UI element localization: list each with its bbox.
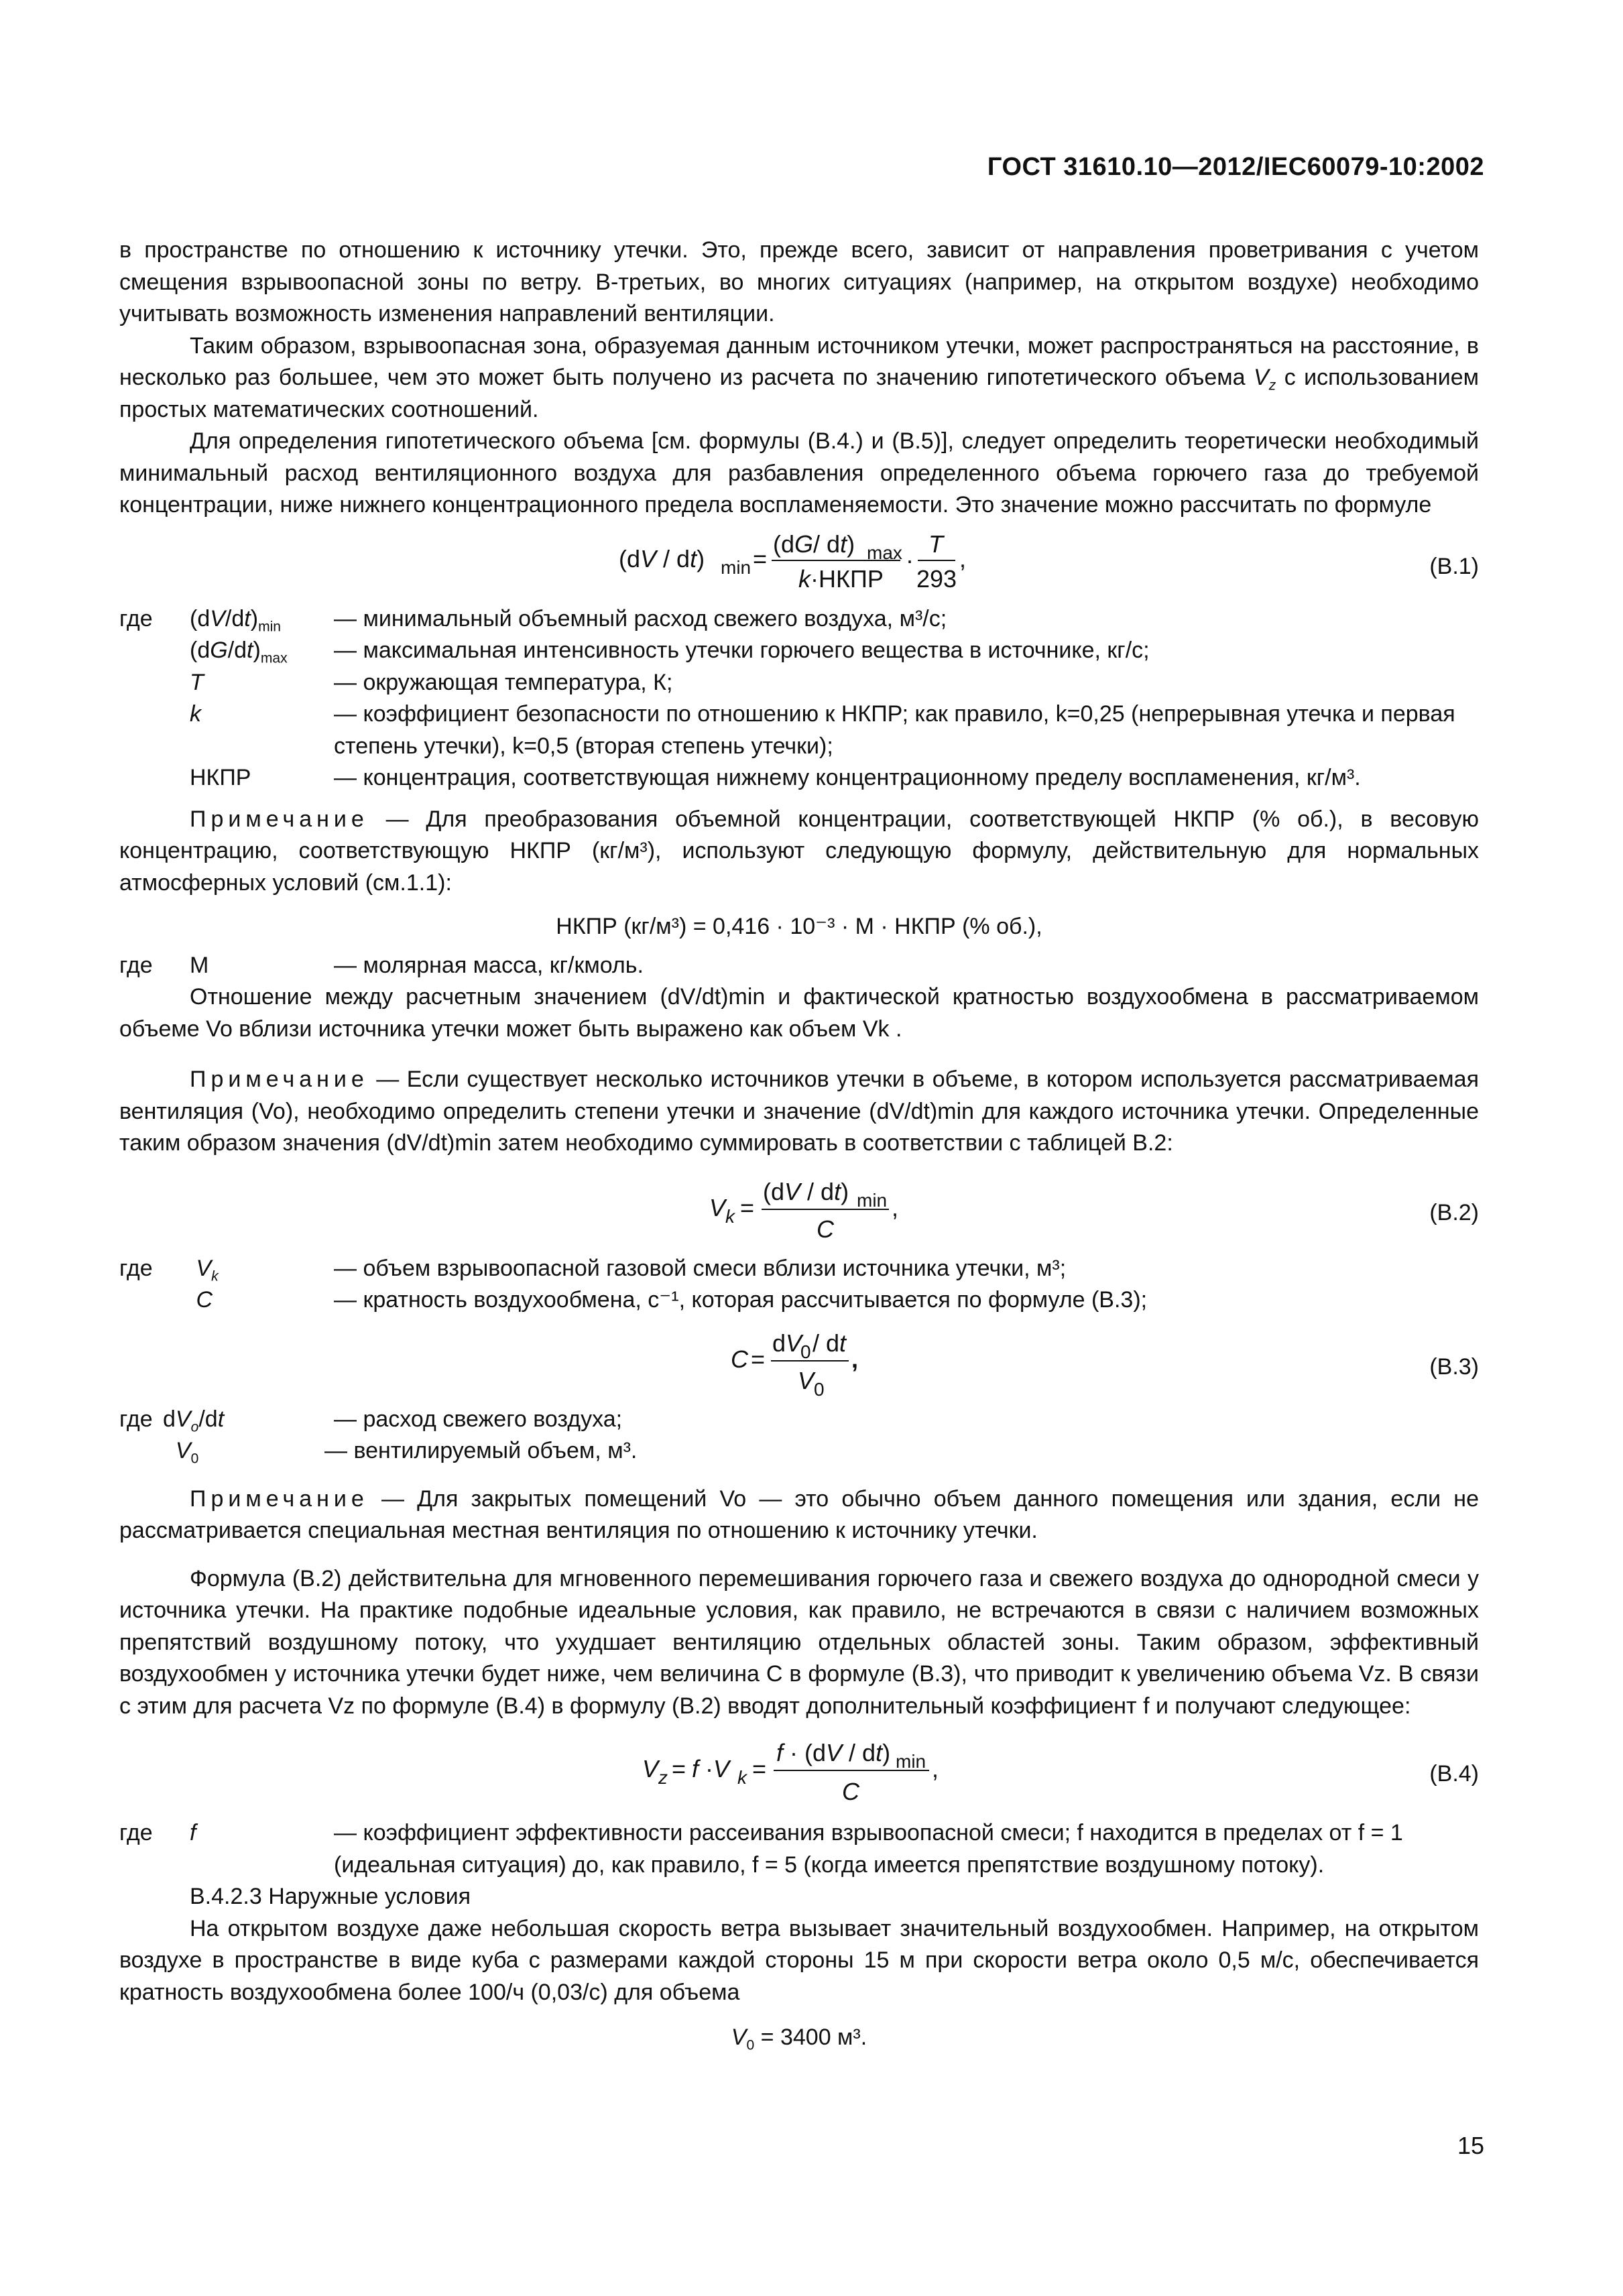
- svg-text:f ·V: f ·V: [692, 1755, 730, 1783]
- where-label: где: [119, 605, 153, 631]
- svg-text:V: V: [709, 1193, 726, 1221]
- def-text: — молярная масса, кг/кмоль.: [334, 952, 644, 978]
- paragraph: Формула (В.2) действительна для мгновенного перемешивания горючего газа и свежего воздуха до однородной смеси у источника утечки. На практике подобные идеальные условия, как правило, не встречаются в связи с наличием возможных препятствий воздушному потоку, что ухудшает вентиляцию отдельных областей зоны. Таким образом, эффективный воздухообмен у источника утечки будет ниже, чем величина С в формуле (В.3), что приводит к увеличению объема Vz. В связи с этим для расчета Vz по формуле (В.4) в формулу (В.2) вводят дополнительный коэффициент f и получают следующее:: [119, 1565, 1479, 1719]
- svg-text:0: 0: [814, 1378, 825, 1400]
- svg-text:C: C: [817, 1215, 834, 1243]
- svg-text:=: =: [740, 1193, 755, 1221]
- svg-text:k: k: [737, 1767, 747, 1788]
- svg-text:f · (dV / dt): f · (dV / dt): [776, 1739, 891, 1766]
- svg-text:k·НКПР: k·НКПР: [798, 564, 884, 593]
- svg-text:k: k: [725, 1205, 735, 1227]
- svg-text:V: V: [798, 1366, 815, 1394]
- def-text: — кратность воздухообмена, с⁻¹, которая рассчитывается по формуле (В.3);: [334, 1287, 1148, 1313]
- svg-text:=: =: [751, 1345, 766, 1373]
- formula-b2: [119, 1172, 1479, 1249]
- def-text: — коэффициент эффективности рассеивания взрывоопасной смеси; f находится в пределах от f = 1 (идеальная ситуация) до, как правило, f = 5 (когда имеется препятствие воздушному потоку).: [334, 1820, 1403, 1878]
- def-text: — окружающая температура, К;: [334, 669, 673, 695]
- formula-number: (В.2): [1429, 1199, 1479, 1225]
- paragraph: Таким образом, взрывоопасная зона, образуемая данным источником утечки, может распространяться на расстояние, в несколько раз большее, чем это может быть получено из расчета по значению гипотетического объема $V_z$ с использованием простых математических соотношений.: [119, 333, 1479, 422]
- def-symbol: C: [196, 1287, 213, 1313]
- document-body: [119, 235, 1479, 2061]
- formula-nkpr: НКПР (кг/м³) = 0,416 · 10⁻³ · М · НКПР (% об.),: [556, 914, 1042, 939]
- def-text: — коэффициент безопасности по отношению к НКПР; как правило, k=0,25 (непрерывная утечка и первая степень утечки), k=0,5 (вторая степень утечки);: [334, 701, 1455, 759]
- svg-text:max: max: [867, 542, 902, 563]
- svg-text:dV: dV: [772, 1329, 802, 1357]
- where-label: где: [119, 952, 153, 978]
- def-symbol: $(dV/dt)_{min}$: [190, 605, 282, 634]
- svg-text:min: min: [721, 556, 752, 578]
- final-formula: $V_0 = 3400$ м³.: [731, 2025, 867, 2053]
- section-heading: В.4.2.3 Наружные условия: [190, 1884, 471, 1909]
- def-symbol: НКПР: [190, 765, 251, 790]
- formula-number: (В.1): [1429, 553, 1479, 579]
- formula-number: (В.4): [1429, 1761, 1479, 1787]
- definitions-b1: [119, 603, 1479, 794]
- svg-text:C: C: [842, 1778, 859, 1805]
- formula-b4-graphic: [119, 1733, 1479, 1813]
- formula-b3-graphic: [119, 1326, 1479, 1400]
- def-symbol: $V_0$: [175, 1438, 199, 1467]
- def-symbol: М: [190, 952, 209, 978]
- svg-text:·: ·: [906, 546, 914, 574]
- definitions-b3: [119, 1404, 1479, 1467]
- def-text: — расход свежего воздуха;: [334, 1406, 623, 1432]
- def-symbol: f: [190, 1820, 196, 1846]
- def-symbol: T: [190, 669, 204, 695]
- svg-text:,: ,: [932, 1755, 939, 1783]
- svg-text:=: =: [672, 1755, 686, 1783]
- svg-text:T: T: [928, 530, 943, 558]
- svg-text:min: min: [896, 1751, 926, 1772]
- svg-text:V: V: [642, 1755, 659, 1783]
- svg-text:(dV / dt): (dV / dt): [619, 544, 705, 572]
- definitions-b2: [119, 1253, 1479, 1317]
- svg-text:,: ,: [959, 544, 967, 572]
- where-label: где: [119, 1406, 153, 1432]
- svg-text:,: ,: [892, 1193, 899, 1221]
- svg-text:(dG/ dt): (dG/ dt): [773, 530, 855, 558]
- svg-text:=: =: [752, 1755, 767, 1783]
- note: Примечание — Для закрытых помещений Vo — это обычно объем данного помещения или здания, если не рассматривается специальная местная вентиляция по отношению к источнику утечки.: [119, 1486, 1479, 1543]
- paragraph: На открытом воздухе даже небольшая скорость ветра вызывает значительный воздухообмен. Например, на открытом воздухе в пространстве в виде куба с размерами каждой стороны 15 м при скорости ветра около 0,5 м/с, обеспечивается кратность воздухообмена более 100/ч (0,03/с) для объема: [119, 1915, 1479, 2005]
- def-text: — объем взрывоопасной газовой смеси вблизи источника утечки, м³;: [334, 1255, 1067, 1281]
- def-symbol: $V_k$: [196, 1255, 219, 1284]
- formula-b1: [119, 526, 1479, 599]
- definitions-m: [119, 950, 1479, 982]
- def-text: — вентилируемый объем, м³.: [324, 1438, 638, 1463]
- paragraph: в пространстве по отношению к источнику утечки. Это, прежде всего, зависит от направления проветривания с учетом смещения взрывоопасной зоны по ветру. В-третьих, во многих ситуациях (например, на открытом воздухе) необходимо учитывать возможность изменения направлений вентиляции.: [119, 237, 1479, 326]
- paragraph: Для определения гипотетического объема [см. формулы (B.4.) и (B.5)], следует определить теоретически необходимый минимальный расход вентиляционного воздуха для разбавления определенного объема горючего газа до требуемой концентрации, ниже нижнего концентрационного предела воспламеняемости. Это значение можно рассчитать по формуле: [119, 428, 1479, 518]
- where-label: где: [119, 1255, 153, 1281]
- svg-text:=: =: [753, 544, 768, 572]
- svg-text:z: z: [658, 1767, 668, 1788]
- svg-text:/ dt: / dt: [813, 1329, 847, 1357]
- def-text: — концентрация, соответствующая нижнему концентрационному пределу воспламенения, кг/м³.: [334, 765, 1361, 790]
- formula-b2-graphic: [119, 1172, 1479, 1249]
- def-text: — максимальная интенсивность утечки горючего вещества в источнике, кг/с;: [334, 638, 1150, 663]
- svg-text:,: ,: [851, 1345, 859, 1373]
- definitions-b4: [119, 1817, 1479, 1881]
- def-symbol: k: [190, 701, 201, 727]
- page-number: 15: [1457, 2132, 1484, 2159]
- def-symbol: $dV_o/dt$: [163, 1406, 225, 1435]
- svg-text:0: 0: [800, 1341, 811, 1362]
- formula-b4: [119, 1733, 1479, 1813]
- def-text: — минимальный объемный расход свежего воздуха, м³/с;: [334, 605, 947, 631]
- note: Примечание — Если существует несколько источников утечки в объеме, в котором используется рассматриваемая вентиляция (Vo), необходимо определить степени утечки и значение (dV/dt)min для каждого источника утечки. Определенные таким образом значения (dV/dt)min затем необходимо суммировать в соответствии с таблицей B.2:: [119, 1067, 1479, 1156]
- svg-text:min: min: [857, 1189, 888, 1211]
- def-symbol: $(dG/dt)_{max}$: [190, 638, 288, 666]
- formula-number: (В.3): [1429, 1353, 1479, 1380]
- svg-text:293: 293: [916, 564, 957, 593]
- where-label: где: [119, 1820, 153, 1846]
- formula-b1-graphic: [119, 526, 1479, 599]
- svg-text:(dV / dt): (dV / dt): [763, 1177, 849, 1205]
- paragraph: Отношение между расчетным значением (dV/dt)min и фактической кратностью воздухообмена в рассматриваемом объеме Vo вблизи источника утечки может быть выражено как объем Vk .: [119, 984, 1479, 1042]
- document-header: ГОСТ 31610.10—2012/IEC60079-10:2002: [987, 153, 1484, 181]
- svg-text:C: C: [731, 1345, 748, 1373]
- note: Примечание — Для преобразования объемной концентрации, соответствующей НКПР (% об.), в весовую концентрацию, соответствующую НКПР (кг/м³), используют следующую формулу, действительную для нормальных атмосферных условий (см.1.1):: [119, 806, 1479, 896]
- formula-b3: [119, 1326, 1479, 1400]
